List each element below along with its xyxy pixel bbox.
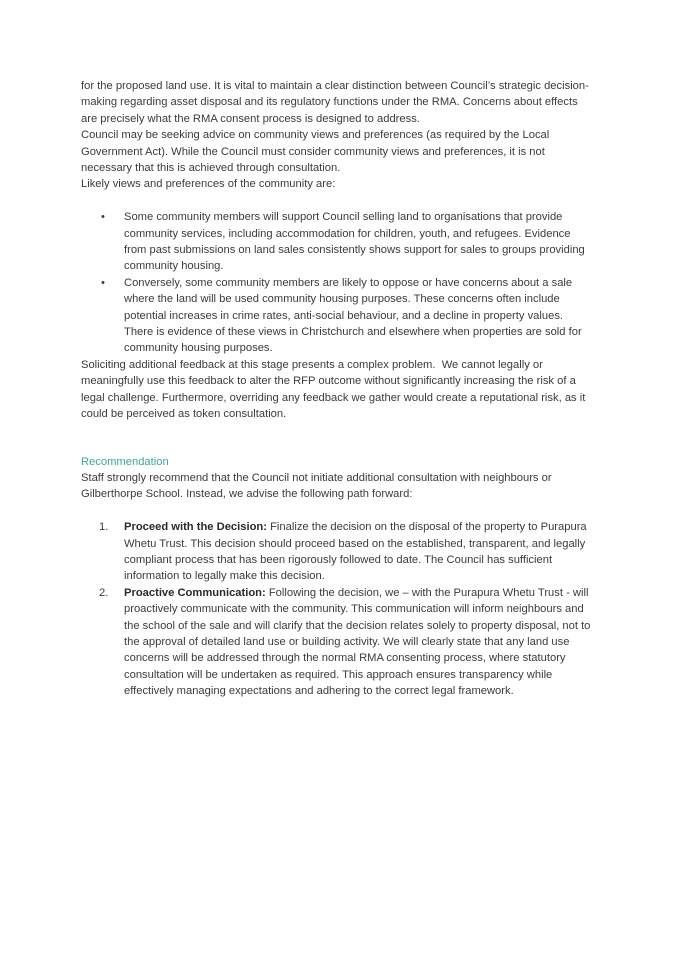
list-item-text: [124, 519, 593, 585]
document-body: [81, 78, 593, 700]
list-item: [81, 519, 593, 585]
list-item-label: Proactive Communication:: [124, 586, 266, 599]
recommendation-numbered-list: [81, 519, 593, 699]
list-item: [81, 275, 593, 357]
paragraph-staff-recommendation: Staff strongly recommend that the Council not initiate additional consultation with neighbours or Gilberthorpe School. Instead, we advise the following path forward:: [81, 471, 555, 501]
bullet-marker-icon: •: [101, 211, 105, 224]
list-item: [81, 585, 593, 700]
paragraph-soliciting-feedback: Soliciting additional feedback at this stage presents a complex problem. We cannot legally or meaningfully use this feedback to alter the RFP outcome without significantly increasing the risk of a legal challenge. Furthermore, overriding any feedback we gather would create a reputational risk, as it could be perceived as token consultation.: [81, 358, 589, 421]
list-item-text: [124, 585, 593, 700]
list-item-text: Conversely, some community members are likely to oppose or have concerns about a sale where the land will be used community housing purposes. These concerns often include potential increases in crime rates, anti-social behaviour, and a decline in property values. There is evidence of these views in Christchurch and elsewhere when properties are sold for community housing purposes.: [124, 276, 582, 355]
list-item-body: Following the decision, we – with the Purapura Whetu Trust - will proactively communicate with the community. This communication will inform neighbours and the school of the sale and will clarify that the decision relates solely to property disposal, not to the approval of detailed land use or building activity. We will clearly state that any land use concerns will be addressed through the normal RMA consenting process, where statutory consultation will be undertaken as required. This approach ensures transparency while effectively managing expectations and adhering to the correct legal framework.: [124, 586, 591, 698]
community-views-bullet-list: [81, 209, 593, 357]
list-number-marker: 1.: [99, 521, 109, 534]
paragraph-likely-views-intro: Likely views and preferences of the community are:: [81, 178, 336, 191]
section-heading-recommendation: Recommendation: [81, 455, 169, 468]
list-item-text: Some community members will support Council selling land to organisations that provide community services, including accommodation for children, youth, and refugees. Evidence from past submissions on land sales consistently shows support for sales to groups providing community housing.: [124, 211, 585, 273]
paragraph-proposed-land-use: for the proposed land use. It is vital to maintain a clear distinction between Council’s strategic decision-making regarding asset disposal and its regulatory functions under the RMA. Concerns about effects are precisely what the RMA consent process is designed to address.: [81, 80, 589, 125]
list-item-body: Finalize the decision on the disposal of the property to Purapura Whetu Trust. This decision should proceed based on the established, transparent, and legally compliant process that has been rigorously followed to date. The Council has sufficient information to legally make this decision.: [124, 521, 587, 583]
list-item-label: Proceed with the Decision:: [124, 521, 267, 534]
paragraph-community-views-advice: Council may be seeking advice on community views and preferences (as required by the Local Government Act). While the Council must consider community views and preferences, it is not necessary that this is achieved through consultation.: [81, 129, 553, 175]
list-number-marker: 2.: [99, 586, 109, 599]
bullet-marker-icon: •: [101, 276, 105, 289]
list-item: [81, 209, 593, 275]
